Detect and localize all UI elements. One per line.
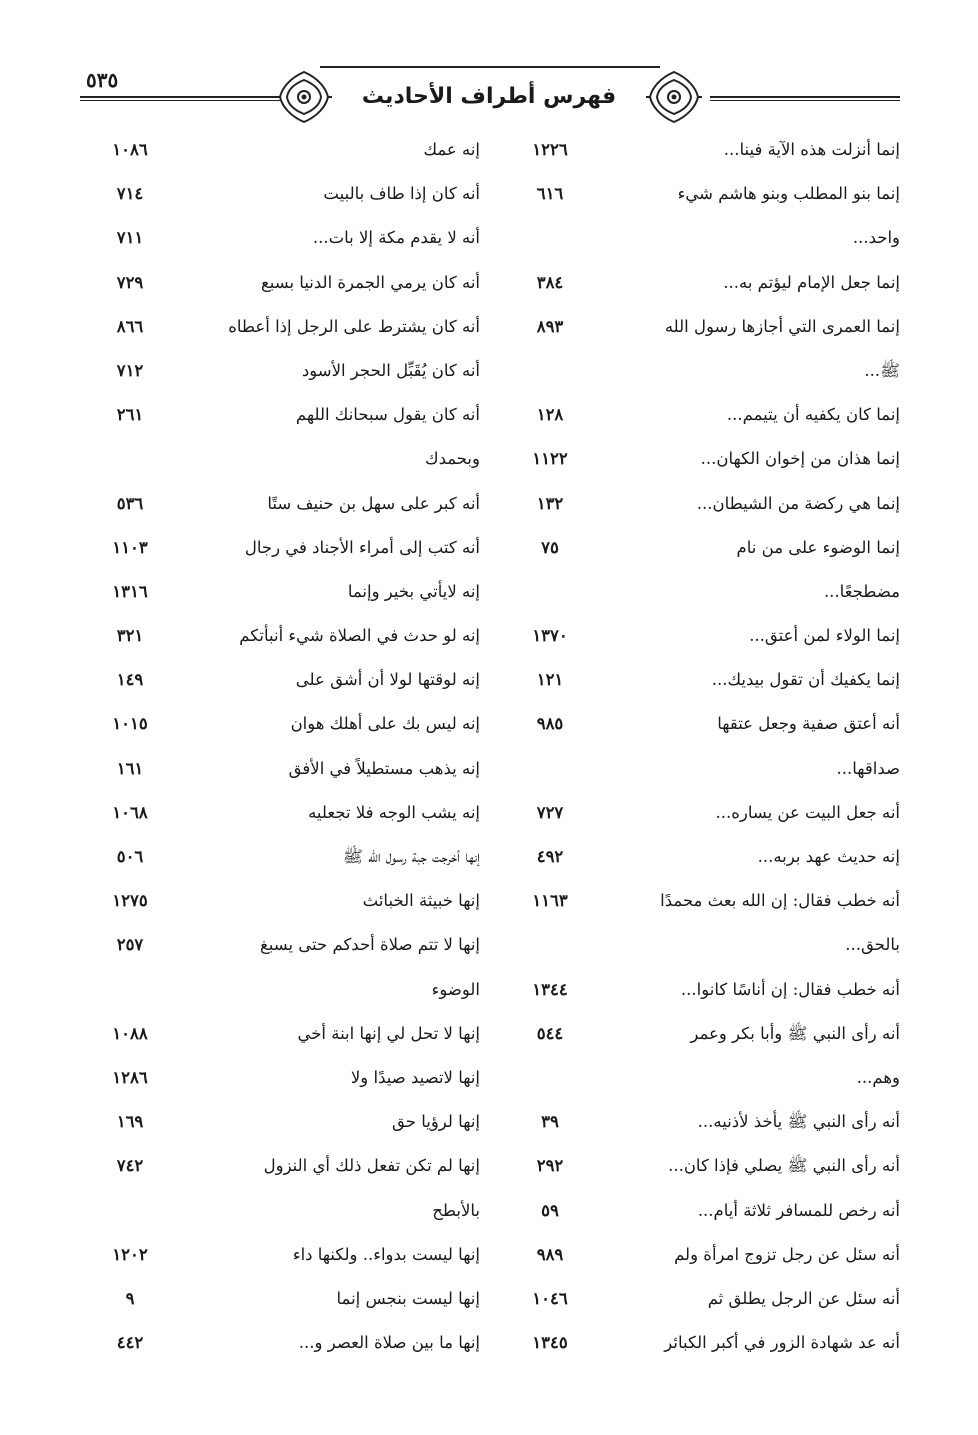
hadith-number: ١٠٦٨	[112, 802, 148, 822]
hadith-number: ٥٤٤	[536, 1023, 564, 1043]
hadith-number: ١٠٨٨	[112, 1023, 148, 1043]
hadith-number: ٥٠٦	[116, 847, 144, 866]
index-entry	[500, 881, 900, 925]
right-index-column	[500, 130, 900, 1390]
hadith-fragment: أنه لا يقدم مكة إلا بات...	[312, 228, 480, 248]
hadith-number: ١٠١٥	[112, 714, 148, 734]
hadith-number: ٥٣٦	[116, 493, 144, 513]
index-entry	[80, 484, 480, 528]
hadith-fragment: إنه لوقتها لولا أن أشق على	[295, 670, 480, 690]
index-entry	[80, 616, 480, 660]
hadith-fragment: أنه كان يشترط على الرجل إذا أعطاه	[228, 316, 480, 336]
index-entry	[500, 484, 900, 528]
index-entry	[80, 925, 480, 969]
index-entry	[80, 1014, 480, 1058]
index-entry	[500, 1014, 900, 1058]
index-entry	[80, 1191, 480, 1235]
hadith-number: ١١٦٣	[532, 891, 568, 911]
hadith-number: ٤٩٢	[536, 847, 564, 866]
hadith-number: ٩٨٥	[536, 714, 564, 734]
index-entry	[80, 1279, 480, 1323]
hadith-number: ٢٦١	[116, 405, 144, 425]
index-entry	[80, 307, 480, 351]
hadith-number: ٧١٢	[116, 360, 144, 380]
hadith-number: ٣٩	[541, 1112, 559, 1132]
index-entry	[500, 1146, 900, 1190]
hadith-number: ١١٢٢	[532, 449, 568, 469]
hadith-fragment: واحد...	[852, 228, 900, 248]
hadith-fragment: إنما كان يكفيه أن يتيمم...	[726, 405, 900, 425]
hadith-fragment: أنه رأى النبي ﷺ يأخذ لأذنيه...	[697, 1112, 900, 1132]
index-entry	[500, 528, 900, 572]
index-entry	[80, 660, 480, 704]
hadith-fragment: أنه كبر على سهل بن حنيف ستًا	[267, 493, 480, 513]
hadith-number: ٥٩	[541, 1200, 559, 1220]
page-title: فهرس أطراف الأحاديث	[361, 84, 617, 109]
index-entry	[500, 218, 900, 262]
hadith-fragment: أنه كان إذا طاف بالبيت	[323, 184, 480, 204]
hadith-fragment: أنه خطب فقال: إن الله بعث محمدًا	[660, 891, 900, 911]
hadith-number: ١٠٨٦	[112, 140, 148, 159]
hadith-fragment: إنه حديث عهد بربه...	[757, 847, 900, 866]
index-entry	[500, 351, 900, 395]
hadith-number: ٧٢٩	[116, 272, 144, 292]
hadith-number: ١٣٤٤	[532, 979, 568, 999]
hadith-number: ١٠٤٦	[532, 1288, 568, 1308]
hadith-fragment: أنه كتب إلى أمراء الأجناد في رجال	[244, 537, 480, 557]
index-entry	[80, 218, 480, 262]
hadith-fragment: إنها ليست بدواء.. ولكنها داء	[292, 1244, 480, 1264]
index-entry	[80, 1058, 480, 1102]
hadith-fragment: إنها لم تكن تفعل ذلك أي النزول	[263, 1156, 480, 1176]
index-entry	[80, 528, 480, 572]
index-entry	[80, 395, 480, 439]
index-entry	[80, 351, 480, 395]
hadith-fragment: أنه خطب فقال: إن أناسًا كانوا...	[680, 979, 900, 999]
index-entry	[500, 749, 900, 793]
index-entry	[500, 660, 900, 704]
index-entry	[500, 1102, 900, 1146]
hadith-number: ٩	[125, 1288, 135, 1308]
hadith-number: ١٣٧٠	[532, 626, 568, 646]
hadith-number: ١٣٢	[536, 493, 564, 513]
page-header	[80, 62, 900, 132]
hadith-fragment: إنها لا تتم صلاة أحدكم حتى يسبغ	[259, 935, 480, 955]
index-entry	[500, 1058, 900, 1102]
hadith-fragment: إنما هذان من إخوان الكهان...	[700, 449, 900, 469]
hadith-number: ٨٦٦	[116, 316, 144, 336]
right-ornament-icon	[646, 68, 702, 126]
hadith-number: ٣٢١	[116, 626, 144, 646]
index-entry	[500, 1279, 900, 1323]
index-entry	[80, 1146, 480, 1190]
hadith-fragment: إنما يكفيك أن تقول بيديك...	[711, 670, 900, 690]
hadith-fragment: أنه رخص للمسافر ثلاثة أيام...	[697, 1200, 900, 1220]
hadith-fragment: أنه رأى النبي ﷺ وأبا بكر وعمر	[690, 1023, 900, 1043]
index-entry	[500, 616, 900, 660]
index-entry	[500, 1191, 900, 1235]
header-left-rule	[80, 96, 280, 98]
hadith-fragment: أنه جعل البيت عن يساره...	[715, 802, 900, 822]
index-entry	[80, 263, 480, 307]
index-entry	[500, 263, 900, 307]
hadith-number: ١٤٩	[116, 670, 144, 690]
hadith-fragment: ﷺ...	[864, 360, 900, 380]
hadith-number: ٦١٦	[536, 184, 564, 204]
index-entry	[80, 174, 480, 218]
index-entry	[500, 704, 900, 748]
index-entry	[500, 970, 900, 1014]
header-right-rule	[710, 96, 900, 98]
hadith-number: ٧١١	[116, 228, 144, 248]
hadith-number: ٧١٤	[116, 184, 144, 204]
hadith-number: ١٢٨	[536, 405, 564, 425]
hadith-fragment: أنه سئل عن رجل تزوج امرأة ولم	[674, 1244, 900, 1264]
hadith-fragment: إنه ليس بك على أهلك هوان	[290, 714, 480, 734]
header-top-rule	[320, 66, 660, 68]
hadith-fragment: إنما بنو المطلب وبنو هاشم شيء	[677, 184, 900, 204]
index-entry	[80, 749, 480, 793]
hadith-number: ١٢٠٢	[112, 1244, 148, 1264]
hadith-fragment: أنه كان يُقَبِّل الحجر الأسود	[301, 360, 480, 380]
hadith-fragment: إنها خبيثة الخبائث	[362, 891, 480, 911]
index-entry	[80, 1323, 480, 1367]
hadith-number: ٧٥	[541, 537, 559, 557]
hadith-fragment: إنه عمك	[423, 140, 480, 159]
index-entry	[500, 925, 900, 969]
hadith-number: ١٢٨٦	[112, 1067, 148, 1087]
index-entry	[80, 1235, 480, 1279]
hadith-number: ١٦٩	[116, 1112, 144, 1132]
hadith-fragment: بالأبطح	[432, 1200, 480, 1220]
hadith-number: ١٣١٦	[112, 581, 148, 601]
hadith-fragment: أنه كان يرمي الجمرة الدنيا بسبع	[260, 272, 480, 292]
hadith-fragment: إنها ما بين صلاة العصر و...	[298, 1333, 480, 1353]
hadith-number: ١٦١	[116, 758, 144, 778]
hadith-fragment: صداقها...	[836, 758, 900, 778]
hadith-fragment: إنما الولاء لمن أعتق...	[749, 626, 900, 646]
index-entry	[500, 130, 900, 174]
hadith-number: ٩٨٩	[536, 1244, 564, 1264]
hadith-fragment: أنه سئل عن الرجل يطلق ثم	[707, 1288, 900, 1308]
hadith-number: ١٣٤٥	[532, 1333, 568, 1353]
hadith-fragment: أنه رأى النبي ﷺ يصلي فإذا كان...	[668, 1156, 900, 1176]
index-entry	[500, 174, 900, 218]
hadith-number: ١٢١	[536, 670, 564, 690]
hadith-fragment: وهم...	[856, 1067, 900, 1087]
hadith-number: ٣٨٤	[536, 272, 564, 292]
hadith-fragment: إنه يشب الوجه فلا تجعليه	[308, 802, 480, 822]
hadith-fragment: إنما العمرى التي أجازها رسول الله	[664, 316, 900, 336]
hadith-fragment: إنها لا تحل لي إنها ابنة أخي	[297, 1023, 480, 1043]
index-entry	[500, 837, 900, 881]
index-entry	[80, 572, 480, 616]
index-entry	[500, 572, 900, 616]
hadith-fragment: مضطجعًا...	[823, 581, 900, 601]
hadith-number: ٢٩٢	[536, 1156, 564, 1176]
hadith-fragment: إنها ليست بنجس إنما	[336, 1288, 480, 1308]
index-entry	[500, 1323, 900, 1367]
hadith-number: ٧٢٧	[536, 802, 564, 822]
index-entry	[80, 704, 480, 748]
hadith-number: ٨٩٣	[536, 316, 564, 336]
hadith-fragment: الوضوء	[431, 979, 480, 999]
index-entry	[80, 793, 480, 837]
hadith-fragment: إنما هي ركضة من الشيطان...	[696, 493, 900, 513]
hadith-number: ٤٤٢	[116, 1333, 144, 1353]
index-entry	[500, 1235, 900, 1279]
page-number: ٥٣٥	[86, 68, 119, 92]
index-entry	[500, 793, 900, 837]
hadith-fragment: إنه يذهب مستطيلاً في الأفق	[288, 758, 480, 778]
index-entry	[80, 881, 480, 925]
hadith-fragment: أنه كان يقول سبحانك اللهم	[295, 405, 480, 425]
hadith-number: ١١٠٣	[112, 537, 148, 557]
index-entry	[80, 130, 480, 174]
hadith-fragment: بالحق...	[845, 935, 900, 955]
hadith-fragment: إنه لو حدث في الصلاة شيء أنبأتكم	[239, 626, 480, 646]
hadith-fragment: وبحمدك	[424, 449, 480, 469]
hadith-fragment: إنها لرؤيا حق	[392, 1112, 480, 1132]
index-entry	[500, 439, 900, 483]
hadith-fragment: إنما أنزلت هذه الآية فينا...	[723, 140, 900, 159]
hadith-number: ٧٤٢	[116, 1156, 144, 1176]
left-index-column	[80, 130, 480, 1390]
hadith-fragment: إنما الوضوء على من نام	[736, 537, 900, 557]
hadith-number: ١٢٢٦	[532, 140, 568, 159]
index-entry	[80, 439, 480, 483]
index-entry	[80, 970, 480, 1014]
index-entry	[80, 1102, 480, 1146]
hadith-number: ١٢٧٥	[112, 891, 148, 911]
hadith-fragment: إنه لايأتي بخير وإنما	[347, 581, 480, 601]
hadith-fragment: إنها لاتصيد صيدًا ولا	[350, 1067, 480, 1087]
index-entry	[500, 307, 900, 351]
hadith-fragment: إنما جعل الإمام ليؤتم به...	[723, 272, 900, 292]
index-entry	[80, 837, 480, 881]
hadith-number: ٢٥٧	[116, 935, 144, 955]
hadith-fragment: إنها أخرجت جبة رسول الله ﷺ	[343, 847, 480, 866]
left-ornament-icon	[276, 68, 332, 126]
hadith-fragment: أنه عد شهادة الزور في أكبر الكبائر	[664, 1333, 900, 1353]
index-entry	[500, 395, 900, 439]
hadith-fragment: أنه أعتق صفية وجعل عتقها	[717, 714, 900, 734]
